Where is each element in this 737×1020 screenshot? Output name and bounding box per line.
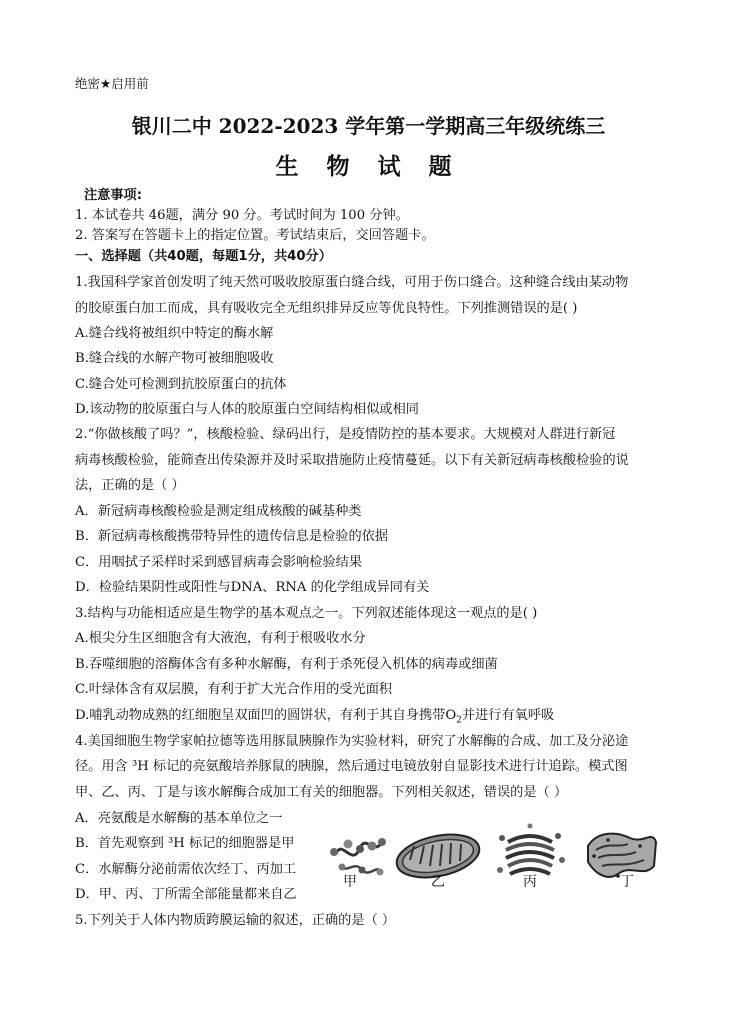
q4-option-a: A．亮氨酸是水解酶的基本单位之一	[75, 811, 283, 826]
organelle-figure	[318, 816, 658, 892]
q1-option-a: A.缝合线将被组织中特定的酶水解	[75, 326, 274, 341]
q4-option-d: D．甲、丙、丁所需全部能量都来自乙	[75, 887, 297, 902]
q2-stem-line-3: 法，正确的是（ ）	[75, 478, 185, 493]
q1-option-d: D.该动物的胶原蛋白与人体的胶原蛋白空间结构相似或相同	[75, 402, 419, 417]
q4-option-b: B．首先观察到 ³H 标记的细胞器是甲	[75, 836, 295, 851]
q3-option-d-prefix: D.哺乳动物成熟的红细胞呈双面凹的圆饼状，有利于其自身携带	[75, 708, 446, 723]
q1-stem-line-2: 的胶原蛋白加工而成，具有吸收完全无组织排异反应等优良特性。下列推测错误的是( )	[75, 301, 578, 316]
notes-heading: 注意事项:	[84, 188, 143, 203]
q2-option-d: D．检验结果阴性或阳性与DNA、RNA 的化学组成异同有关	[75, 580, 430, 595]
note-item-1: 1. 本试卷共 46题，满分 90 分。考试时间为 100 分钟。	[75, 208, 409, 223]
ribosome-illustration	[330, 838, 386, 876]
q3-option-d-chem: O	[445, 708, 457, 723]
exam-subject: 生 物 试 题	[275, 153, 462, 180]
q1-option-c: C.缝合处可检测到抗胶原蛋白的抗体	[75, 377, 287, 392]
figure-label-yi: 乙	[431, 874, 445, 890]
q4-option-c: C．水解酶分泌前需依次经丁、丙加工	[75, 862, 297, 877]
q2-option-c: C．用咽拭子采样时采到感冒病毒会影响检验结果	[75, 555, 363, 570]
exam-title: 银川二中 2022-2023 学年第一学期高三年级统练三	[131, 114, 606, 138]
q3-option-d-subscript: 2	[456, 715, 462, 726]
q4-stem-line-3: 甲、乙、丙、丁是与该水解酶合成加工有关的细胞器。下列相关叙述，错误的是（ ）	[75, 785, 568, 800]
q3-option-d-suffix: 并进行有氧呼吸	[461, 708, 555, 723]
q1-stem-line-1: 1.我国科学家首创发明了纯天然可吸收胶原蛋白缝合线，可用于伤口缝合。这种缝合线由某动物	[75, 275, 629, 290]
golgi-illustration	[497, 824, 565, 875]
q2-option-b: B．新冠病毒核酸携带特异性的遗传信息是检验的依据	[75, 529, 389, 544]
q2-stem-line-1: 2.“你做核酸了吗？”，核酸检验、绿码出行，是疫情防控的基本要求。大规模对人群进行新冠	[75, 427, 616, 442]
q1-option-b: B.缝合线的水解产物可被细胞吸收	[75, 351, 274, 366]
q3-option-d	[75, 707, 554, 730]
q4-stem-line-1: 4.美国细胞生物学家帕拉德等选用豚鼠胰腺作为实验材料，研究了水解酶的合成、加工及分泌途	[75, 734, 629, 749]
q2-stem-line-2: 病毒核酸检验，能筛查出传染源并及时采取措施防止疫情蔓延。以下有关新冠病毒核酸检验的说	[75, 453, 629, 468]
note-item-2: 2. 答案写在答题卡上的指定位置。考试结束后，交回答题卡。	[75, 228, 435, 243]
q3-option-a: A.根尖分生区细胞含有大液泡，有利于根吸收水分	[75, 631, 366, 646]
q3-stem-line-1: 3.结构与功能相适应是生物学的基本观点之一。下列叙述能体现这一观点的是( )	[75, 606, 538, 621]
q2-option-a: A．新冠病毒核酸检验是测定组成核酸的碱基种类	[75, 504, 362, 519]
figure-label-ding: 丁	[620, 874, 634, 890]
q3-option-b: B.吞噬细胞的溶酶体含有多种水解酶，有利于杀死侵入机体的病毒或细菌	[75, 657, 498, 672]
q3-option-c: C.叶绿体含有双层膜，有利于扩大光合作用的受光面积	[75, 682, 393, 697]
figure-label-bing: 丙	[523, 874, 537, 890]
q4-stem-line-2: 径。用含 ³H 标记的亮氨酸培养豚鼠的胰腺，然后通过电镜放射自显影技术进行计追踪。模式图	[75, 759, 628, 774]
section-heading-choice: 一、选择题（共40题，每题1分，共40分）	[75, 249, 332, 264]
figure-label-jia: 甲	[343, 874, 357, 890]
secret-mark: 绝密★启用前	[75, 76, 149, 91]
q5-stem-line-1: 5.下列关于人体内物质跨膜运输的叙述，正确的是（ ）	[75, 913, 396, 928]
endoplasmic-reticulum-illustration	[588, 834, 656, 878]
